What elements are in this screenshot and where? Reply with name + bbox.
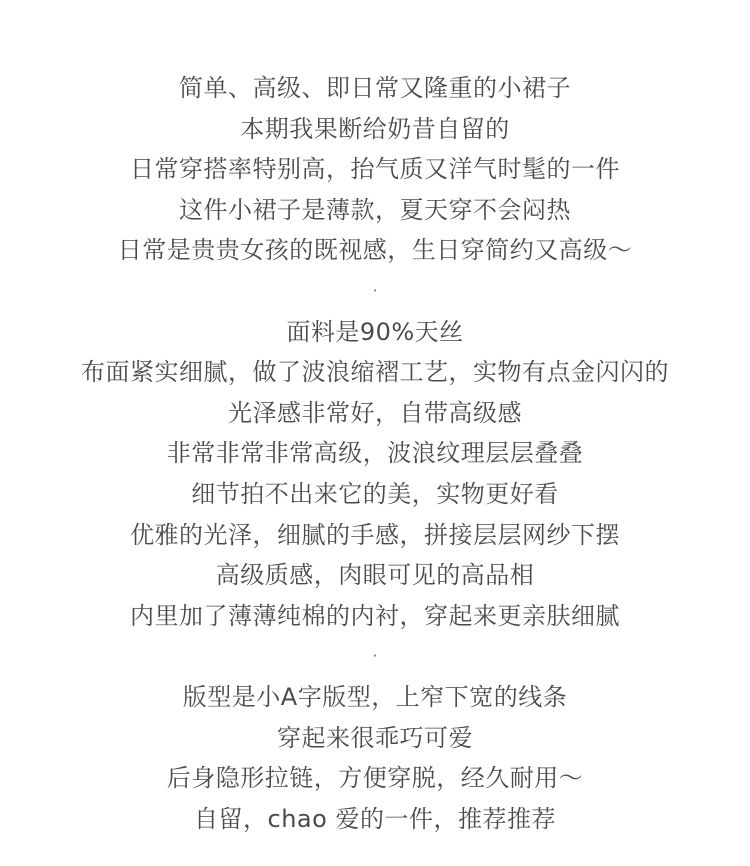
- description-line: 日常穿搭率特别高，抬气质又洋气时髦的一件: [130, 155, 620, 184]
- description-line: 版型是小A字版型，上窄下宽的线条: [182, 682, 568, 711]
- description-line: 布面紧实细腻，做了波浪缩褶工艺，实物有点金闪闪的: [81, 358, 669, 387]
- description-line: 简单、高级、即日常又隆重的小裙子: [179, 74, 571, 102]
- section-divider-dot: ·: [372, 280, 378, 300]
- product-description: [0, 68, 750, 839]
- description-line: 后身隐形拉链，方便穿脱，经久耐用～: [166, 764, 584, 793]
- description-line: 高级质感，肉眼可见的高品相: [215, 561, 535, 590]
- description-line: 非常非常非常高级，波浪纹理层层叠叠: [166, 439, 584, 468]
- description-line: 优雅的光泽，细腻的手感，拼接层层网纱下摆: [130, 520, 620, 549]
- description-line: 日常是贵贵女孩的既视感，生日穿简约又高级～: [117, 236, 633, 265]
- description-line: 这件小裙子是薄款，夏天穿不会闷热: [179, 195, 571, 224]
- description-line: 内里加了薄薄纯棉的内衬，穿起来更亲肤细腻: [130, 601, 620, 630]
- description-line: 穿起来很乖巧可爱: [277, 723, 473, 752]
- description-line: 自留，chao 爱的一件，推荐推荐: [194, 804, 556, 833]
- description-line: 本期我果断给奶昔自留的: [240, 114, 510, 143]
- description-line: 细节拍不出来它的美，实物更好看: [191, 479, 559, 508]
- description-line: 光泽感非常好，自带高级感: [228, 398, 522, 427]
- section-divider-dot: ·: [372, 646, 378, 666]
- description-line: 面料是90%天丝: [286, 317, 464, 346]
